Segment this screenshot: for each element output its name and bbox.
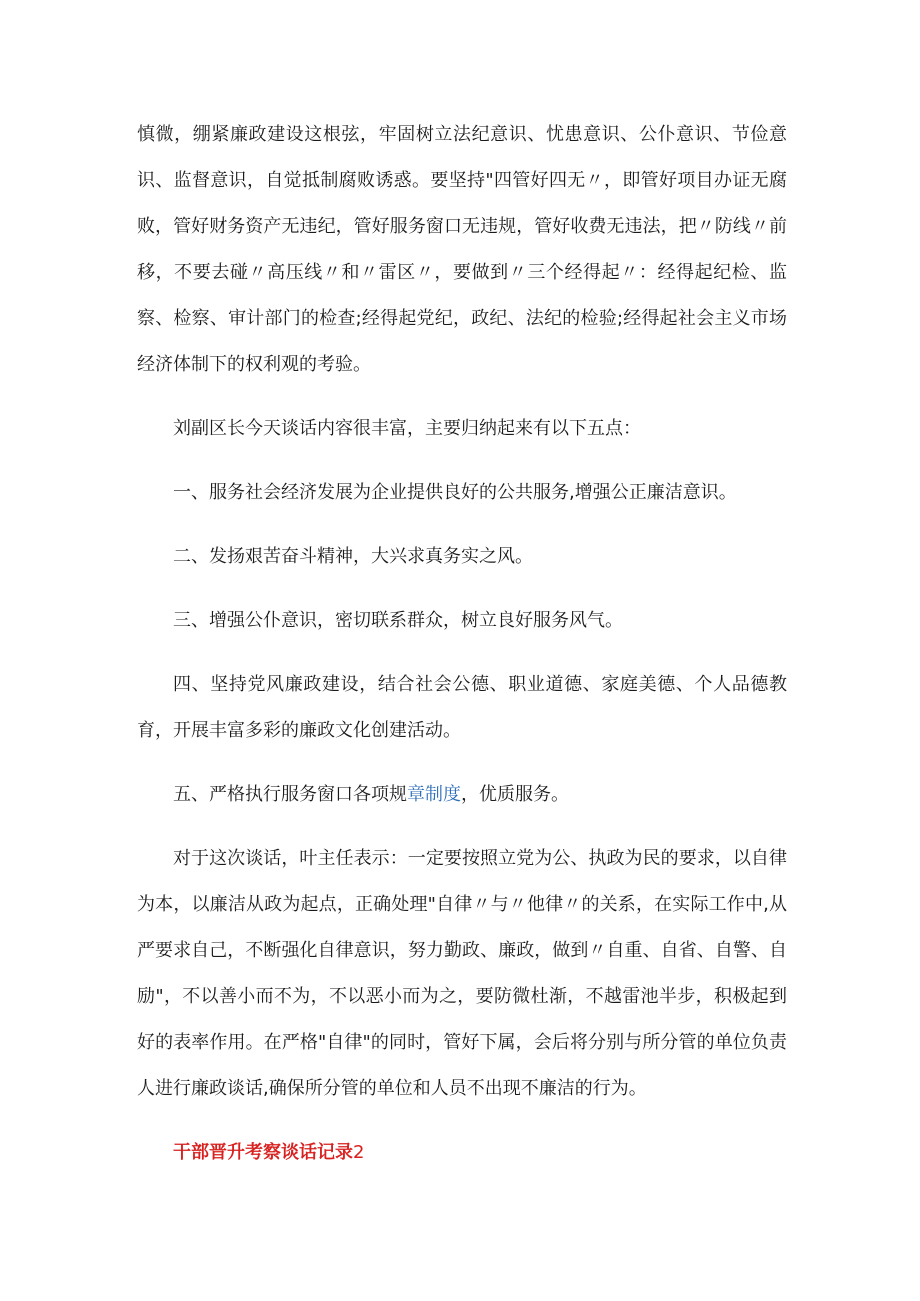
section-heading-title: 干部晋升考察谈话记录 — [173, 1142, 353, 1163]
paragraph-point-1: 一、服务社会经济发展为企业提供良好的公共服务,增强公正廉洁意识。 — [173, 482, 737, 503]
section-heading-number: 2 — [353, 1142, 365, 1163]
paragraph-point-3: 三、增强公仆意识，密切联系群众，树立良好服务风气。 — [173, 610, 623, 631]
paragraph-point-5 — [137, 772, 787, 818]
point-5-text-after: ，优质服务。 — [461, 784, 569, 805]
section-heading — [137, 1130, 787, 1176]
paragraph-point-4: 四、坚持党风廉政建设，结合社会公德、职业道德、家庭美德、个人品德教育，开展丰富多彩的廉政文化创建活动。 — [137, 674, 787, 741]
paragraph-response: 对于这次谈话，叶主任表示：一定要按照立党为公、执政为民的要求，以自律为本，以廉洁从政为起点，正确处理"自律〃与〃他律〃的关系，在实际工作中,从严要求自己，不断强化自律意识，努力勤政、廉政，做到〃自重、自省、自警、自励"，不以善小而不为，不以恶小而为之，要防微杜渐，不越雷池半步，积极起到好的表率作用。在严格"自律"的同时，管好下属，会后将分别与所分管的单位负责人进行廉政谈话,确保所分管的单位和人员不出现不廉洁的行为。 — [137, 848, 787, 1099]
document-body — [137, 112, 787, 1176]
paragraph-point-2: 二、发扬艰苦奋斗精神，大兴求真务实之风。 — [173, 546, 533, 567]
paragraph-summary-intro: 刘副区长今天谈话内容很丰富，主要归纳起来有以下五点： — [173, 418, 641, 439]
rules-link[interactable]: 章制度 — [407, 784, 461, 805]
paragraph-continuation: 慎微，绷紧廉政建设这根弦，牢固树立法纪意识、忧患意识、公仆意识、节俭意识、监督意识，自觉抵制腐败诱惑。要坚持"四管好四无〃，即管好项目办证无腐败，管好财务资产无违纪，管好服务窗口无违规，管好收费无违法，把〃防线〃前移，不要去碰〃高压线〃和〃雷区〃，要做到〃三个经得起〃：经得起纪检、监察、检察、审计部门的检查;经得起党纪，政纪、法纪的检验;经得起社会主义市场经济体制下的权利观的考验。 — [137, 124, 787, 375]
point-5-text-before: 五、严格执行服务窗口各项规 — [173, 784, 407, 805]
